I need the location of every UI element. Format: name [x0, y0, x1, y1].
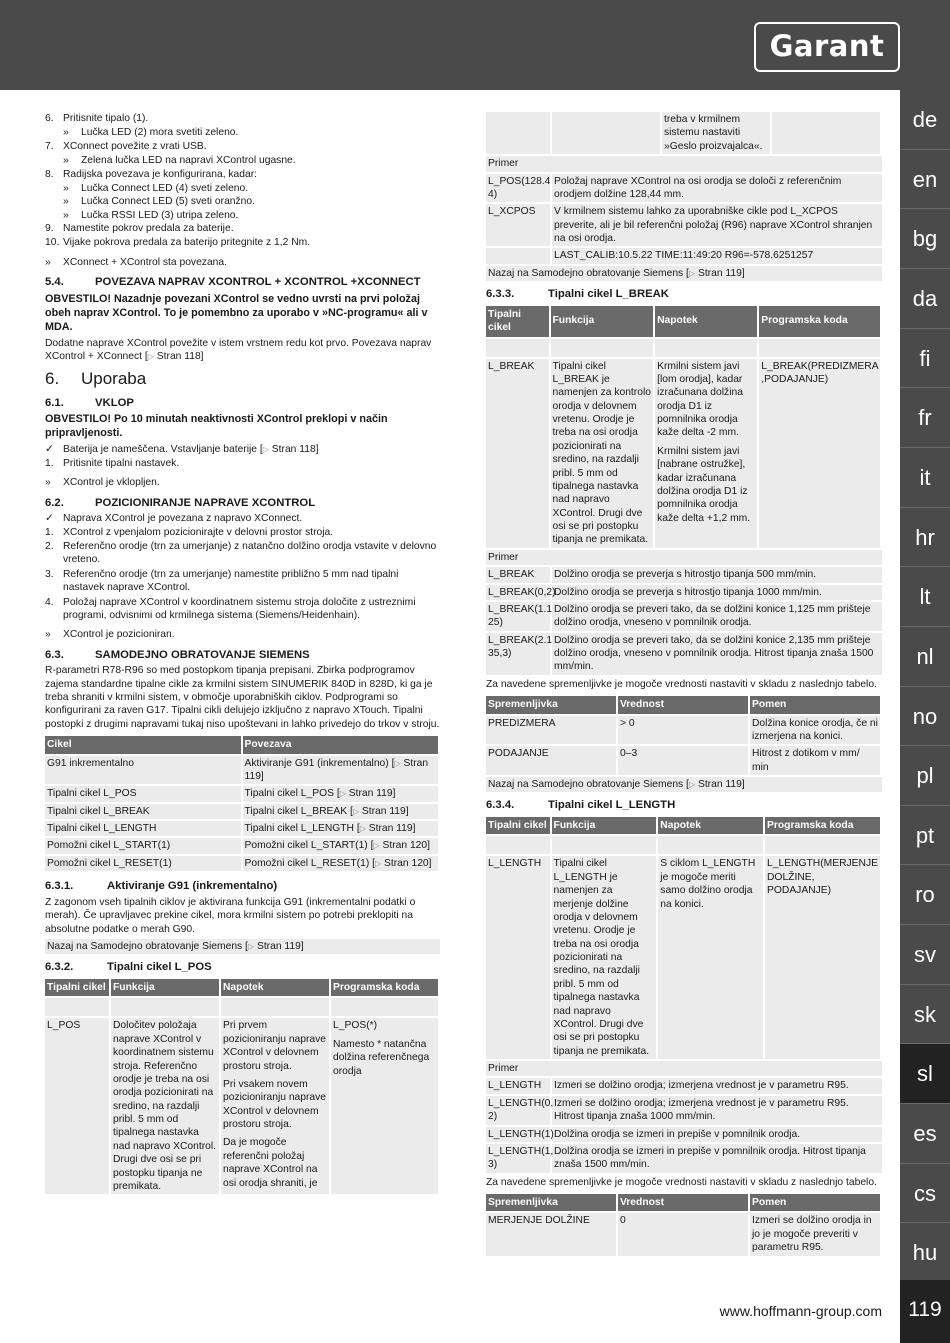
table-row [45, 1018, 440, 1194]
lang-tab-hr[interactable]: hr [900, 508, 950, 568]
page-number: 119 [900, 1280, 950, 1343]
table-row [486, 746, 882, 775]
example-desc: Položaj naprave XControl na osi orodja se določi z referenčnim orodjem dolžine 128,44 mm. [554, 175, 842, 200]
example-label: Primer [486, 1061, 882, 1076]
example-row [486, 1144, 882, 1173]
lang-tab-it[interactable]: it [900, 448, 950, 508]
col-header: Funkcija [111, 979, 221, 996]
example-code: L_BREAK(1.1 25) [486, 602, 552, 631]
page-ref-link[interactable]: Stran 119] [244, 757, 429, 782]
example-desc: Dolžino orodja se preveri tako, da se dolžini konice 2,135 mm prišteje dolžino orodja, vneseno v pomnilnik orodja. Hitrost tipanja znaša 1500 mm/min. [554, 634, 874, 673]
back-link-row: Nazaj na Samodejno obratovanje Siemens [▷ Stran 119] [486, 777, 882, 792]
cell: Tipalni cikel L_POS [45, 786, 243, 801]
table-row [486, 856, 882, 1059]
page-ref-link[interactable]: Stran 119] [345, 788, 396, 800]
step-6-1: 1. Pritisnite tipalni nastavek. [45, 457, 180, 469]
example-desc: Dolžina orodja se izmeri in prepiše v pomnilnik orodja. Hitrost tipanja znaša 1500 mm/min. [554, 1145, 866, 1171]
example-desc: V krmilnem sistemu lahko za uporabniške cikle pod L_XCPOS preverite, ali je bil referenčni položaj (R96) naprave XControl shranjen na osi orodja. [554, 206, 873, 244]
page-ref-link[interactable]: Stran 119] [256, 940, 304, 952]
example-row [486, 1096, 882, 1125]
cell: Hitrost z dotikom v mm/ min [750, 746, 882, 775]
example-row [486, 567, 882, 582]
cell: Izmeri se dolžino orodja in jo je mogoče preveriti v parametru R95. [750, 1213, 882, 1255]
page-ref-link[interactable]: Stran 119] [365, 823, 416, 835]
lang-tab-cs[interactable]: cs [900, 1164, 950, 1224]
table-row [45, 786, 440, 801]
lang-tab-pt[interactable]: pt [900, 806, 950, 866]
col-header: Spremenljivka [486, 1194, 618, 1211]
result-6-2: » XControl je pozicioniran. [45, 629, 175, 641]
cell: 0 [618, 1213, 750, 1255]
col-header: Vrednost [618, 696, 750, 713]
notice-6-1: OBVESTILO! Po 10 minutah neaktivnosti XControl preklopi v način pripravljenosti. [45, 413, 388, 440]
cell: MERJENJE DOLŽINE [486, 1213, 618, 1255]
paragraph-6-3-1: Z zagonom vseh tipalnih ciklov je aktivirana funkcija G91 (inkrementalni podatki o merah). Če upravljavec prekine cikel, mora krmilni sistem po potrebi preklopiti na absolutne podatke o merah G90. [45, 896, 416, 935]
list-item: 3. Referenčno orodje (trn za umerjanje) namestite približno 5 mm nad tipalni nastavek naprave XControl. [45, 568, 399, 594]
col-header: Pomen [750, 1194, 882, 1211]
sub-item: » Zelena lučka LED na napravi XControl ugasne. [63, 155, 296, 167]
table-row [486, 339, 882, 357]
col-header: Cikel [45, 736, 243, 753]
col-header: Spremenljivka [486, 696, 618, 713]
llength-examples [486, 1078, 882, 1172]
section-6-1: 6.1. VKLOP [45, 396, 134, 409]
table-row [486, 1213, 882, 1255]
example-label: Primer [486, 550, 882, 565]
example-code: L_BREAK [486, 567, 552, 582]
page-ref-link[interactable]: Stran 120] [381, 857, 432, 869]
steps-6-2 [45, 526, 440, 623]
list-item: 10. Vijake pokrova predala za baterijo pritegnite z 1,2 Nm. [45, 237, 311, 249]
col-header: Tipalni cikel [486, 306, 551, 337]
lbreak-examples [486, 567, 882, 675]
sub-item: » Lučka Connect LED (4) sveti zeleno. [63, 182, 249, 194]
table-row [486, 716, 882, 745]
page-ref-link[interactable]: Stran 119] [697, 779, 745, 791]
col-header: Napotek [658, 817, 765, 834]
table-row [45, 821, 440, 836]
lpos-table [45, 977, 440, 1196]
lang-tab-pl[interactable]: pl [900, 746, 950, 806]
col-header: Programska koda [765, 817, 882, 834]
page-ref-link[interactable]: Stran 119] [697, 267, 745, 279]
cell: PREDIZMERA [486, 716, 618, 745]
cell: Tipalni cikel L_BREAK je namenjen za kontrolo orodja v delovnem vretenu. Orodje je treba na osi orodja pozicionirati na sredino, na razdalji pribl. 5 mm od tipalnega nastavka nad napravo XControl. Drugi dve osi se pri postopku tipanja ne premikata. [551, 359, 656, 548]
lang-tab-bg[interactable]: bg [900, 209, 950, 269]
example-row [486, 633, 882, 675]
col-header: Pomen [750, 696, 882, 713]
check-battery: ✓ Baterija je nameščena. Vstavljanje baterije [▷ Stran 118] [45, 444, 319, 456]
cell: treba v krmilnem sistemu nastaviti »Geslo proizvajalca«. [662, 112, 772, 154]
example-code [486, 248, 552, 263]
lbreak-table [486, 304, 882, 550]
section-5-4: 5.4. POVEZAVA NAPRAV XCONTROL + XCONTROL +XCONNECT [45, 276, 421, 289]
lang-tab-fr[interactable]: fr [900, 388, 950, 448]
llength-table [486, 815, 882, 1061]
page-ref-link[interactable]: Stran 118] [271, 444, 319, 456]
table-row [45, 998, 440, 1016]
lang-tab-sl[interactable]: sl [900, 1044, 950, 1104]
table-row [45, 838, 440, 853]
example-row [486, 204, 882, 246]
table-row [486, 836, 882, 854]
list-item: 7. XConnect povežite z vrati USB. [45, 140, 207, 152]
vars-intro: Za navedene spremenljivke je mogoče vrednosti nastaviti v skladu z naslednjo tabelo. [486, 678, 877, 690]
table-row [45, 756, 440, 785]
paragraph-6-3: R-parametri R78-R96 so med postopkom tipanja prepisani. Zbirka podprogramov zajema standardne tipalne cikle za krmilni sistem SINUMERIK 840D in 828D, ki ga je treba shraniti v krmilni sistem, v območje uporabniških ciklov. Podprogrami so konfigurirani za raven G17. Tipalni cikli delujejo izključno z napravo XTouch. Tipalni postopki z drugimi napravami tukaj niso upoštevani in lahko privedejo do trkov v stroju. [45, 665, 440, 730]
garant-logo: Garant [754, 22, 900, 72]
example-row [486, 248, 882, 263]
cell: L_BREAK [486, 359, 551, 548]
example-code: L_BREAK(0,2) [486, 585, 552, 600]
footer-url[interactable]: www.hoffmann-group.com [719, 1303, 882, 1319]
cell: Pomožni cikel L_RESET(1) [▷ Stran 120] [243, 856, 441, 871]
cell: Pomožni cikel L_RESET(1) [45, 856, 243, 871]
sub-item: » Lučka RSSI LED (3) utripa zeleno. [63, 209, 239, 221]
cell: Dolžina konice orodja, če ni izmerjena na konici. [750, 716, 882, 745]
example-desc: Dolžino orodja se preverja s hitrostjo tipanja 1000 mm/min. [554, 586, 822, 598]
section-6-3-3: 6.3.3. Tipalni cikel L_BREAK [486, 288, 669, 301]
example-code: L_LENGTH(1) [486, 1127, 552, 1142]
list-item: 9. Namestite pokrov predala za baterije. [45, 223, 234, 234]
cell: Krmilni sistem javi [lom orodja], kadar izračunana dolžina orodja D1 iz pomnilnika orodja kaže delta -2 mm. Krmilni sistem javi [nabrane ostružke], kadar izračunana dolžina orodja D1 iz pomnilnika orodja kaže delta +1,2 mm. [655, 359, 759, 548]
section-6-3-1: 6.3.1. Aktiviranje G91 (inkrementalno) [45, 880, 278, 893]
example-code: L_LENGTH [486, 1078, 552, 1093]
page-ref-link[interactable]: Stran 119] [359, 805, 409, 817]
cell: > 0 [618, 716, 750, 745]
cycle-table [45, 734, 440, 873]
cell: 0–3 [618, 746, 750, 775]
cell: Tipalni cikel L_BREAK [▷ Stran 119] [243, 804, 441, 819]
lang-tab-sk[interactable]: sk [900, 985, 950, 1045]
col-header: Funkcija [552, 817, 659, 834]
lpos-examples [486, 174, 882, 264]
section-6-3: 6.3. SAMODEJNO OBRATOVANJE SIEMENS [45, 648, 310, 661]
col-header: Napotek [655, 306, 759, 337]
lang-tab-lt[interactable]: lt [900, 567, 950, 627]
cell: G91 inkrementalno [45, 756, 243, 785]
vars-table-1 [486, 694, 882, 777]
section-6: 6. Uporaba [45, 368, 147, 388]
lang-tab-hu[interactable]: hu [900, 1223, 950, 1283]
lang-tab-sv[interactable]: sv [900, 925, 950, 985]
result-6-1: » XControl je vklopljen. [45, 477, 160, 489]
cell: Pri prvem pozicioniranju naprave XControl v delovnem prostoru stroja. Pri vsakem novem pozicioniranju naprave XControl v delovnem prostoru stroja. Da je mogoče referenčni položaj naprave XControl na osi orodja shraniti, je [221, 1018, 331, 1194]
example-row [486, 1127, 882, 1142]
cell: S ciklom L_LENGTH je mogoče meriti samo dolžino orodja na konici. [658, 856, 765, 1059]
lang-tab-no[interactable]: no [900, 687, 950, 747]
check-connected: ✓ Naprava XControl je povezana z napravo XConnect. [45, 513, 303, 525]
example-row [486, 1078, 882, 1093]
col-header: Tipalni cikel [45, 979, 111, 996]
back-link-row: Nazaj na Samodejno obratovanje Siemens [▷ Stran 119] [45, 939, 440, 954]
example-label: Primer [486, 156, 882, 171]
table-row [486, 359, 882, 548]
example-row [486, 174, 882, 203]
cell: L_POS(*) Namesto * natančna dolžina referenčnega orodja [331, 1018, 440, 1194]
col-header: Napotek [221, 979, 331, 996]
vars-intro: Za navedene spremenljivke je mogoče vrednosti nastaviti v skladu z naslednjo tabelo. [486, 1176, 877, 1188]
example-code: L_XCPOS [486, 204, 552, 246]
right-column [486, 112, 882, 1258]
cell: Pomožni cikel L_START(1) [▷ Stran 120] [243, 838, 441, 853]
result-connected: » XConnect + XControl sta povezana. [45, 256, 227, 268]
example-code: L_LENGTH(1, 3) [486, 1144, 552, 1173]
left-column [45, 112, 440, 1196]
example-desc: Dolžino orodja se preveri tako, da se dolžini konice 1,125 mm prišteje dolžino orodja, vneseno v pomnilnik orodja. [554, 603, 871, 629]
lang-tab-es[interactable]: es [900, 1104, 950, 1164]
lang-tab-fi[interactable]: fi [900, 329, 950, 389]
list-item: 1. XControl z vpenjalom pozicionirajte v delovni prostor stroja. [45, 526, 334, 538]
lang-tab-nl[interactable]: nl [900, 627, 950, 687]
cell: Tipalni cikel L_LENGTH je namenjen za merjenje dolžine orodja v delovnem vretenu. Orodje je treba na osi orodja pozicionirati na sredino, na razdalji pribl. 5 mm od tipalnega nastavka nad napravo XControl. Drugi dve osi se pri postopku tipanja ne premikata. [552, 856, 659, 1059]
col-header: Povezava [243, 736, 441, 753]
cell: Pomožni cikel L_START(1) [45, 838, 243, 853]
col-header: Vrednost [618, 1194, 750, 1211]
table-row [45, 804, 440, 819]
sub-item: » Lučka Connect LED (5) sveti oranžno. [63, 196, 255, 208]
section-6-3-4: 6.3.4. Tipalni cikel L_LENGTH [486, 799, 676, 812]
list-item: 6. Pritisnite tipalo (1). [45, 113, 149, 124]
example-desc: Izmeri se dolžino orodja; izmerjena vrednost je v parametru R95. Hitrost tipanja znaša 1000 mm/min. [554, 1097, 849, 1123]
language-sidebar [900, 90, 950, 1343]
example-desc: Dolžino orodja se preverja s hitrostjo tipanja 500 mm/min. [554, 569, 817, 581]
col-header: Programska koda [759, 306, 882, 337]
example-desc: Dolžina orodja se izmeri in prepiše v pomnilnik orodja. [554, 1128, 801, 1140]
example-desc: LAST_CALIB:10.5.22 TIME:11:49:20 R96=-578.6251257 [554, 250, 814, 262]
cell: Tipalni cikel L_POS [▷ Stran 119] [243, 786, 441, 801]
example-code: L_POS(128.4 4) [486, 174, 552, 203]
cell: Tipalni cikel L_BREAK [45, 804, 243, 819]
section-6-2: 6.2. POZICIONIRANJE NAPRAVE XCONTROL [45, 496, 316, 509]
cell: L_POS [45, 1018, 111, 1194]
page-ref-link[interactable]: Stran 118] [156, 351, 204, 363]
list-item: 2. Referenčno orodje (trn za umerjanje) z natančno dolžino orodja vstavite v delovno vreteno. [45, 541, 437, 566]
lang-tab-de[interactable]: de [900, 90, 950, 150]
page-ref-link[interactable]: Stran 120] [379, 840, 430, 852]
cell: L_LENGTH(MERJENJE DOLŽINE, PODAJANJE) [765, 856, 882, 1059]
col-header: Tipalni cikel [486, 817, 552, 834]
cell: L_BREAK(PREDIZMERA ,PODAJANJE) [759, 359, 882, 548]
cell: Določitev položaja naprave XControl v koordinatnem sistemu stroja. Referenčno orodje je treba na osi orodja pozicionirati na sredino, na razdalji pribl. 5 mm od tipalnega nastavka nad napravo XControl. Drugi dve osi se pri postopku tipanja ne premikata. [111, 1018, 221, 1194]
lang-tab-da[interactable]: da [900, 269, 950, 329]
example-code: L_LENGTH(0, 2) [486, 1096, 552, 1125]
lang-tab-en[interactable]: en [900, 150, 950, 210]
header-bar [0, 0, 950, 90]
lang-tab-ro[interactable]: ro [900, 865, 950, 925]
paragraph-5-4: Dodatne naprave XControl povežite v istem vrstnem redu kot prvo. Povezava naprav XControl + XConnect [▷ Stran 118] [45, 337, 432, 363]
lpos-table-cont [486, 112, 882, 154]
cell: Tipalni cikel L_LENGTH [45, 821, 243, 836]
sub-item: » Lučka LED (2) mora svetiti zeleno. [63, 127, 239, 139]
example-row [486, 585, 882, 600]
cell: Aktiviranje G91 (inkrementalno) [▷ Stran 119] [243, 756, 441, 785]
cell: L_LENGTH [486, 856, 552, 1059]
steps-list [45, 112, 440, 250]
table-row [486, 112, 882, 154]
example-code: L_BREAK(2.1 35,3) [486, 633, 552, 675]
cell: Tipalni cikel L_LENGTH [▷ Stran 119] [243, 821, 441, 836]
section-6-3-2: 6.3.2. Tipalni cikel L_POS [45, 961, 212, 974]
list-item: 4. Položaj naprave XControl v koordinatnem sistemu stroja določite z ustreznimi programi, odvisnimi od krmilnega sistema (Siemens/Heidenhain). [45, 596, 416, 621]
cell: PODAJANJE [486, 746, 618, 775]
table-row [45, 856, 440, 871]
col-header: Programska koda [331, 979, 440, 996]
example-desc: Izmeri se dolžino orodja; izmerjena vrednost je v parametru R95. [554, 1080, 849, 1092]
example-row [486, 602, 882, 631]
list-item: 8. Radijska povezava je konfigurirana, kadar: [45, 168, 258, 180]
notice-5-4: OBVESTILO! Nazadnje povezani XControl se vedno uvrsti na prvi položaj obeh naprav XControl. To je pomembno za uporabo v »NC-programu« ali v MDA. [45, 292, 428, 333]
back-link-row: Nazaj na Samodejno obratovanje Siemens [▷ Stran 119] [486, 266, 882, 281]
col-header: Funkcija [551, 306, 656, 337]
vars-table-2 [486, 1192, 882, 1258]
